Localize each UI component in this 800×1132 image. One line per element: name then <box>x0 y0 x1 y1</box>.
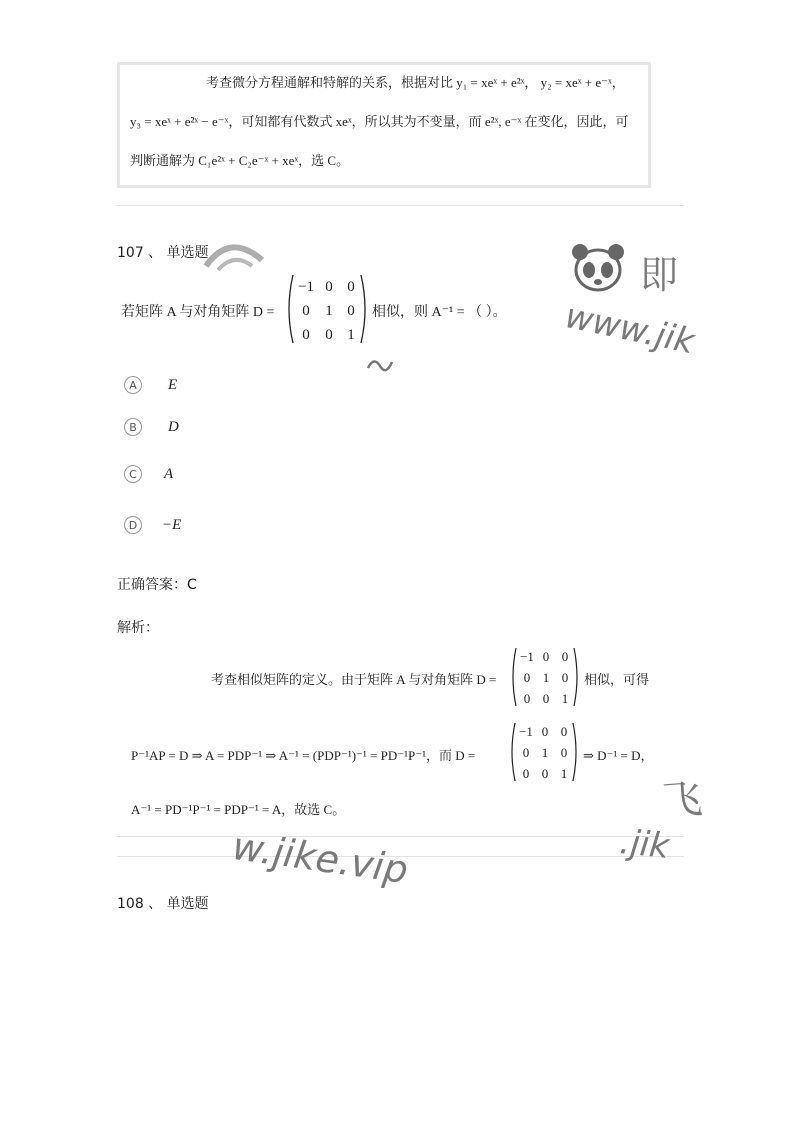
prev-explanation-line-2: y₃ = xeˣ + e²ˣ − e⁻ˣ，可知都有代数式 xeˣ，所以其为不变量，而 e²ˣ, e⁻ˣ 在变化，因此，可 <box>130 114 629 129</box>
matrix-d-cell: 1 <box>347 327 355 343</box>
matrix-d-cell: 0 <box>561 670 569 685</box>
watermark-cn-char: 即 <box>640 253 679 297</box>
matrix-d-cell: 0 <box>347 303 355 319</box>
option-b-letter[interactable]: B <box>124 418 142 436</box>
matrix-d-cell: −1 <box>520 649 534 664</box>
option-d[interactable] <box>124 516 181 534</box>
matrix-d-cell: 0 <box>522 745 530 760</box>
answer-row <box>117 574 197 594</box>
analysis-matrix-d-2 <box>508 720 580 784</box>
question-107-header: 107 、 单选题 <box>117 245 209 261</box>
question-108-header: 108 、 单选题 <box>117 896 209 912</box>
matrix-d-cell: 0 <box>522 766 530 781</box>
matrix-d-cell: 0 <box>302 303 310 319</box>
option-c[interactable] <box>124 465 173 483</box>
matrix-d-cell: 0 <box>523 670 531 685</box>
matrix-d-cell: 0 <box>325 279 333 295</box>
matrix-d-cell: 0 <box>561 649 569 664</box>
prev-explanation-line-3: 判断通解为 C₁e²ˣ + C₂e⁻ˣ + xeˣ，选 C。 <box>130 153 350 168</box>
matrix-d-cell: 1 <box>541 745 549 760</box>
option-a-value: E <box>168 376 178 393</box>
watermark-url-bottom: w.jike.vip <box>229 824 411 893</box>
matrix-d-cell: 0 <box>560 724 568 739</box>
option-a[interactable] <box>124 376 177 394</box>
option-b[interactable] <box>124 418 179 436</box>
question-107-matrix-d <box>284 272 370 346</box>
analysis-line-3: A⁻¹ = PD⁻¹P⁻¹ = PDP⁻¹ = A，故选 C。 <box>131 802 346 817</box>
matrix-d-cell: 1 <box>561 691 569 706</box>
answer-value: C <box>187 577 197 593</box>
analysis-line-1-prefix: 考查相似矩阵的定义。由于矩阵 A 与对角矩阵 D = <box>211 672 497 687</box>
matrix-d-cell: 1 <box>325 303 333 319</box>
matrix-d-cell: 1 <box>542 670 550 685</box>
option-b-value: D <box>168 418 179 435</box>
matrix-d-cell: 0 <box>302 327 310 343</box>
divider-analysis-top <box>117 836 684 837</box>
analysis-line-2-suffix: ⇒ D⁻¹ = D， <box>583 748 654 763</box>
matrix-d-cell: 0 <box>560 745 568 760</box>
option-a-letter[interactable]: A <box>124 376 142 394</box>
matrix-d-cell: 0 <box>541 724 549 739</box>
option-c-value: A <box>164 465 174 482</box>
matrix-d-cell: 0 <box>523 691 531 706</box>
matrix-d-cell: 0 <box>542 649 550 664</box>
watermark-url-top: www.jik <box>561 296 698 363</box>
prev-explanation-line-1: 考查微分方程通解和特解的关系，根据对比 y₁ = xeˣ + e²ˣ， y₂ = xeˣ + e⁻ˣ， <box>206 75 625 90</box>
matrix-d-cell: 0 <box>347 279 355 295</box>
question-107-stem-prefix: 若矩阵 A 与对角矩阵 D = <box>121 305 275 320</box>
option-d-value: −E <box>162 516 182 533</box>
answer-label: 正确答案： <box>117 577 187 593</box>
question-107-stem-suffix: 相似，则 A⁻¹ = （ ）。 <box>372 305 507 320</box>
matrix-d-cell: −1 <box>519 724 533 739</box>
matrix-d-cell: 0 <box>542 691 550 706</box>
divider-top <box>117 205 684 206</box>
matrix-d-cell: 0 <box>325 327 333 343</box>
analysis-line-2-prefix: P⁻¹AP = D ⇒ A = PDP⁻¹ ⇒ A⁻¹ = (PDP⁻¹)⁻¹ = PD⁻¹P⁻¹，而 D = <box>131 748 476 763</box>
analysis-label: 解析： <box>117 620 159 636</box>
matrix-d-cell: −1 <box>298 279 314 295</box>
watermark-arc-icon <box>200 236 270 276</box>
matrix-d-cell: 0 <box>541 766 549 781</box>
watermark-url-right: .jik <box>617 822 672 867</box>
analysis-line-1-suffix: 相似，可得 <box>584 672 650 687</box>
matrix-d-cell: 1 <box>560 766 568 781</box>
panda-logo-icon <box>568 238 628 298</box>
watermark-squiggle-icon <box>366 352 396 376</box>
watermark-char-bottom: 飞 <box>660 776 704 825</box>
option-c-letter[interactable]: C <box>124 465 142 483</box>
option-d-letter[interactable]: D <box>124 516 142 534</box>
analysis-matrix-d-1 <box>509 645 581 709</box>
